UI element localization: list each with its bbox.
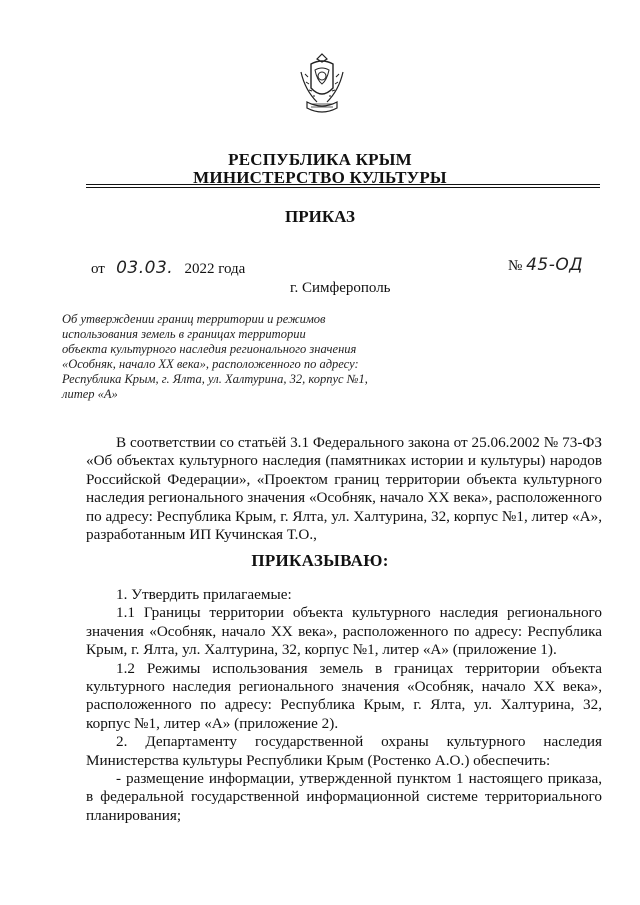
intro-paragraph: В соответствии со статьёй 3.1 Федерального закона от 25.06.2002 № 73-ФЗ «Об объектах культурного наследия (памятниках истории и культуры) народов Российской Федерации», «Проектом границ территории объекта культурного наследия регионального значения «Особняк, начало XX века», расположенного по адресу: Республика Крым, г. Ялта, ул. Халтурина, 32, корпус №1, литер «А», разработанным ИП Кучинская Т.О., (86, 434, 602, 544)
city: г. Симферополь (290, 280, 391, 296)
subject-line: объекта культурного наследия регионального значения (62, 342, 357, 356)
handwritten-date: 03.03. (116, 258, 174, 278)
order-item: 1. Утвердить прилагаемые: (116, 586, 292, 603)
order-item: - размещение информации, утвержденной пунктом 1 настоящего приказа, в федеральной государственной информационной системе территориального планирования; (86, 770, 602, 824)
ministry-name: МИНИСТЕРСТВО КУЛЬТУРЫ (193, 168, 447, 187)
subject-line: «Особняк, начало XX века», расположенного по адресу: (62, 357, 359, 371)
order-item: 2. Департаменту государственной охраны культурного наследия Министерства культуры Республики Крым (Ростенко А.О.) обеспечить: (86, 733, 602, 769)
subject-line: Республика Крым, г. Ялта, ул. Халтурина, 32, корпус №1, (62, 372, 368, 386)
date-prefix: от (91, 261, 105, 277)
crimea-coat-of-arms-icon (297, 50, 347, 116)
handwritten-number: 45-ОД (526, 255, 583, 275)
order-item: 1.1 Границы территории объекта культурного наследия регионального значения «Особняк, начало XX века», расположенного по адресу: Республика Крым, г. Ялта, ул. Халтурина, 32, корпус №1, литер «А» (приложение 1). (86, 604, 602, 659)
order-subject (62, 312, 422, 402)
date-year: 2022 года (184, 261, 246, 277)
number-prefix: № (508, 258, 523, 274)
header-rule (86, 184, 600, 185)
intro-section (86, 434, 602, 544)
order-number-line (508, 255, 583, 275)
subject-line: использования земель в границах территории (62, 327, 306, 341)
order-items (86, 586, 602, 825)
order-title: ПРИКАЗ (285, 207, 355, 226)
subject-line: литер «А» (62, 387, 118, 401)
order-date-line (91, 258, 245, 278)
decree-heading: ПРИКАЗЫВАЮ: (251, 551, 389, 570)
subject-line: Об утверждении границ территории и режимов (62, 312, 326, 326)
order-item: 1.2 Режимы использования земель в границах территории объекта культурного наследия регионального значения «Особняк, начало XX века», расположенного по адресу: Республика Крым, г. Ялта, ул. Халтурина, 32, корпус №1, литер «А» (приложение 2). (86, 659, 602, 732)
republic-name: РЕСПУБЛИКА КРЫМ (228, 150, 412, 169)
header-rule-thin (86, 187, 600, 188)
